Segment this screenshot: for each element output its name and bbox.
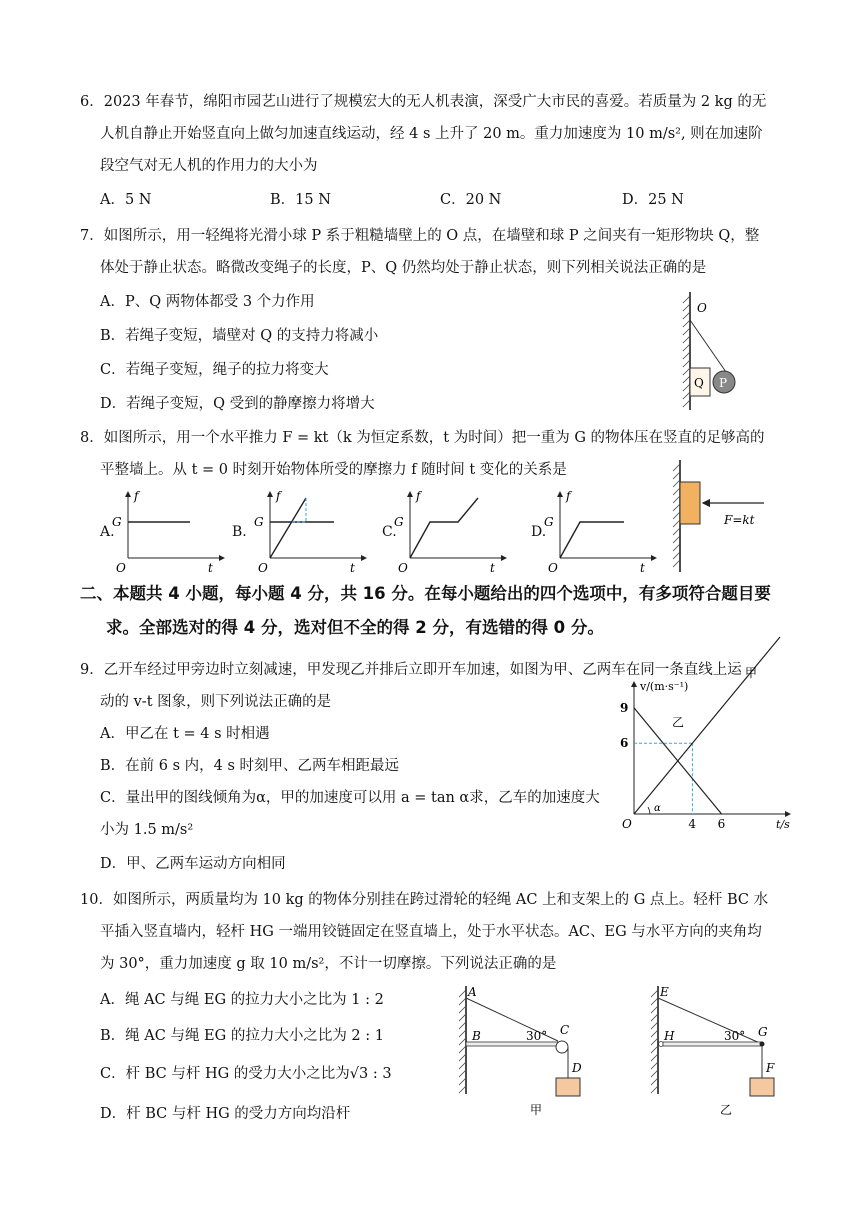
origin-label: O: [622, 817, 632, 831]
q8-option-b-letter: B.: [232, 524, 247, 540]
q6-option-d: D．25 N: [622, 192, 684, 208]
rod-hg: [663, 1042, 762, 1046]
q9-vt-chart: [612, 666, 802, 831]
q9-option-a: A．甲乙在 t = 4 s 时相遇: [100, 726, 270, 742]
x-tick-4: 4: [688, 817, 697, 831]
svg-text:f: f: [276, 489, 281, 503]
svg-text:30°: 30°: [724, 1029, 746, 1043]
q8-line-1: 8．如图所示，用一个水平推力 F = kt（k 为恒定系数，t 为时间）把一重为 G 的物体压在竖直的足够高的: [80, 430, 765, 446]
svg-text:G: G: [254, 515, 264, 529]
q10-line-2: 平插入竖直墙内，轻杆 HG 一端用铰链固定在竖直墙上，处于水平状态。AC、EG 与水平方向的夹角均: [100, 924, 762, 940]
label-q: Q: [694, 376, 704, 390]
q9-line-1: 9．乙开车经过甲旁边时立刻减速，甲发现乙并排后立即开车加速，如图为甲、乙两车在同一条直线上运: [80, 662, 742, 678]
q8-graph-b: [254, 488, 374, 574]
svg-text:f: f: [416, 489, 421, 503]
caption-yi: 乙: [720, 1103, 733, 1117]
q10-option-d: D．杆 BC 与杆 HG 的受力方向均沿杆: [100, 1106, 351, 1122]
section2-line-2: 求。全部选对的得 4 分，选对但不全的得 2 分，有选错的得 0 分。: [106, 618, 604, 637]
q10-figure-yi: [650, 984, 790, 1118]
svg-text:O: O: [548, 561, 558, 575]
q7-option-d: D．若绳子变短，Q 受到的静摩擦力将增大: [100, 396, 375, 412]
svg-text:O: O: [398, 561, 408, 575]
q7-wall-ball-figure: [680, 290, 750, 412]
q9-option-b: B．在前 6 s 内，4 s 时刻甲、乙两车相距最远: [100, 758, 400, 774]
q6-line-1: 6．2023 年春节，绵阳市园艺山进行了规模宏大的无人机表演，深受广大市民的喜爱。若质量为 2 kg 的无: [80, 94, 767, 110]
svg-text:A: A: [468, 985, 477, 999]
svg-text:f: f: [566, 489, 571, 503]
force-label: F=kt: [724, 513, 755, 527]
svg-text:f: f: [134, 489, 139, 503]
y-tick-6: 6: [620, 736, 629, 751]
svg-text:F: F: [766, 1061, 775, 1075]
svg-text:O: O: [258, 561, 268, 575]
svg-text:t: t: [640, 561, 645, 575]
q10-figure-jia: [458, 984, 598, 1118]
svg-text:B: B: [472, 1029, 481, 1043]
q7-option-b: B．若绳子变短，墙壁对 Q 的支持力将减小: [100, 328, 379, 344]
q9-option-d: D．甲、乙两车运动方向相同: [100, 856, 286, 872]
q6-line-3: 段空气对无人机的作用力的大小为: [100, 158, 318, 174]
q7-line-2: 体处于静止状态。略微改变绳子的长度，P、Q 仍然均处于静止状态，则下列相关说法正确的是: [100, 260, 707, 276]
q8-option-c-letter: C.: [382, 524, 397, 540]
q10-line-3: 为 30°，重力加速度 g 取 10 m/s²，不计一切摩擦。下列说法正确的是: [100, 956, 557, 972]
svg-text:t: t: [350, 561, 355, 575]
q6-line-2: 人机自静止开始竖直向上做匀加速直线运动，经 4 s 上升了 20 m。重力加速度为 10 m/s², 则在加速阶: [100, 126, 763, 142]
angle-arc: [648, 807, 650, 814]
q10-line-1: 10．如图所示，两质量均为 10 kg 的物体分别挂在跨过滑轮的轻绳 AC 上和支架上的 G 点上。轻杆 BC 水: [80, 892, 769, 908]
rope: [690, 320, 726, 372]
svg-text:30°: 30°: [526, 1029, 548, 1043]
pushed-block: [680, 482, 700, 524]
y-tick-9: 9: [620, 700, 629, 715]
q10-option-b: B．绳 AC 与绳 EG 的拉力大小之比为 2 : 1: [100, 1028, 384, 1044]
svg-text:O: O: [116, 561, 126, 575]
q8-graph-d: [544, 488, 664, 574]
weight-jia: [556, 1078, 580, 1096]
svg-text:t: t: [208, 561, 213, 575]
pulley-c: [556, 1041, 568, 1053]
wall-hatching: [683, 292, 690, 410]
svg-text:H: H: [664, 1029, 675, 1043]
svg-text:G: G: [112, 515, 122, 529]
q8-graph-a: [112, 488, 232, 574]
q7-option-c: C．若绳子变短，绳子的拉力将变大: [100, 362, 329, 378]
q10-option-c: C．杆 BC 与杆 HG 的受力大小之比为√3 : 3: [100, 1066, 392, 1082]
series-jia-label: 甲: [744, 666, 757, 681]
caption-jia: 甲: [530, 1103, 543, 1117]
label-p: P: [719, 376, 728, 390]
svg-text:E: E: [660, 985, 669, 999]
q9-option-c-continued: 小为 1.5 m/s²: [100, 822, 194, 838]
svg-text:G: G: [758, 1025, 768, 1039]
section2-line-1: 二、本题共 4 小题，每小题 4 分，共 16 分。在每小题给出的四个选项中，有多项符合题目要: [80, 584, 771, 603]
q8-line-2: 平整墙上。从 t = 0 时刻开始物体所受的摩擦力 f 随时间 t 变化的关系是: [100, 462, 567, 478]
svg-text:D: D: [572, 1061, 582, 1075]
y-axis-label: v/(m·s⁻¹): [640, 680, 689, 693]
q9-option-c: C．量出甲的图线倾角为α，甲的加速度可以用 a = tan α求，乙车的加速度大: [100, 790, 600, 806]
q8-graph-c: [394, 488, 514, 574]
q6-option-b: B．15 N: [270, 192, 331, 208]
point-g: [760, 1042, 765, 1047]
series-yi-label: 乙: [671, 715, 684, 730]
svg-text:G: G: [394, 515, 404, 529]
q7-option-a: A．P、Q 两物体都受 3 个力作用: [100, 294, 315, 310]
q6-option-c: C．20 N: [440, 192, 502, 208]
x-axis-label: t/s: [776, 818, 790, 831]
q8-push-figure: [668, 458, 778, 574]
weight-yi: [750, 1078, 774, 1096]
q8-option-d-letter: D.: [531, 524, 547, 540]
q8-option-a-letter: A.: [100, 524, 115, 540]
q6-option-a: A．5 N: [100, 192, 152, 208]
angle-label: α: [654, 803, 661, 814]
q10-option-a: A．绳 AC 与绳 EG 的拉力大小之比为 1 : 2: [100, 992, 384, 1008]
svg-text:t: t: [490, 561, 495, 575]
q9-line-2: 动的 v-t 图象，则下列说法正确的是: [100, 694, 332, 710]
q7-line-1: 7．如图所示，用一轻绳将光滑小球 P 系于粗糙墙壁上的 O 点，在墙壁和球 P 之间夹有一矩形物块 Q，整: [80, 228, 760, 244]
label-o: O: [697, 301, 707, 315]
svg-text:C: C: [560, 1023, 570, 1037]
x-tick-6: 6: [717, 817, 726, 831]
svg-text:G: G: [544, 515, 554, 529]
